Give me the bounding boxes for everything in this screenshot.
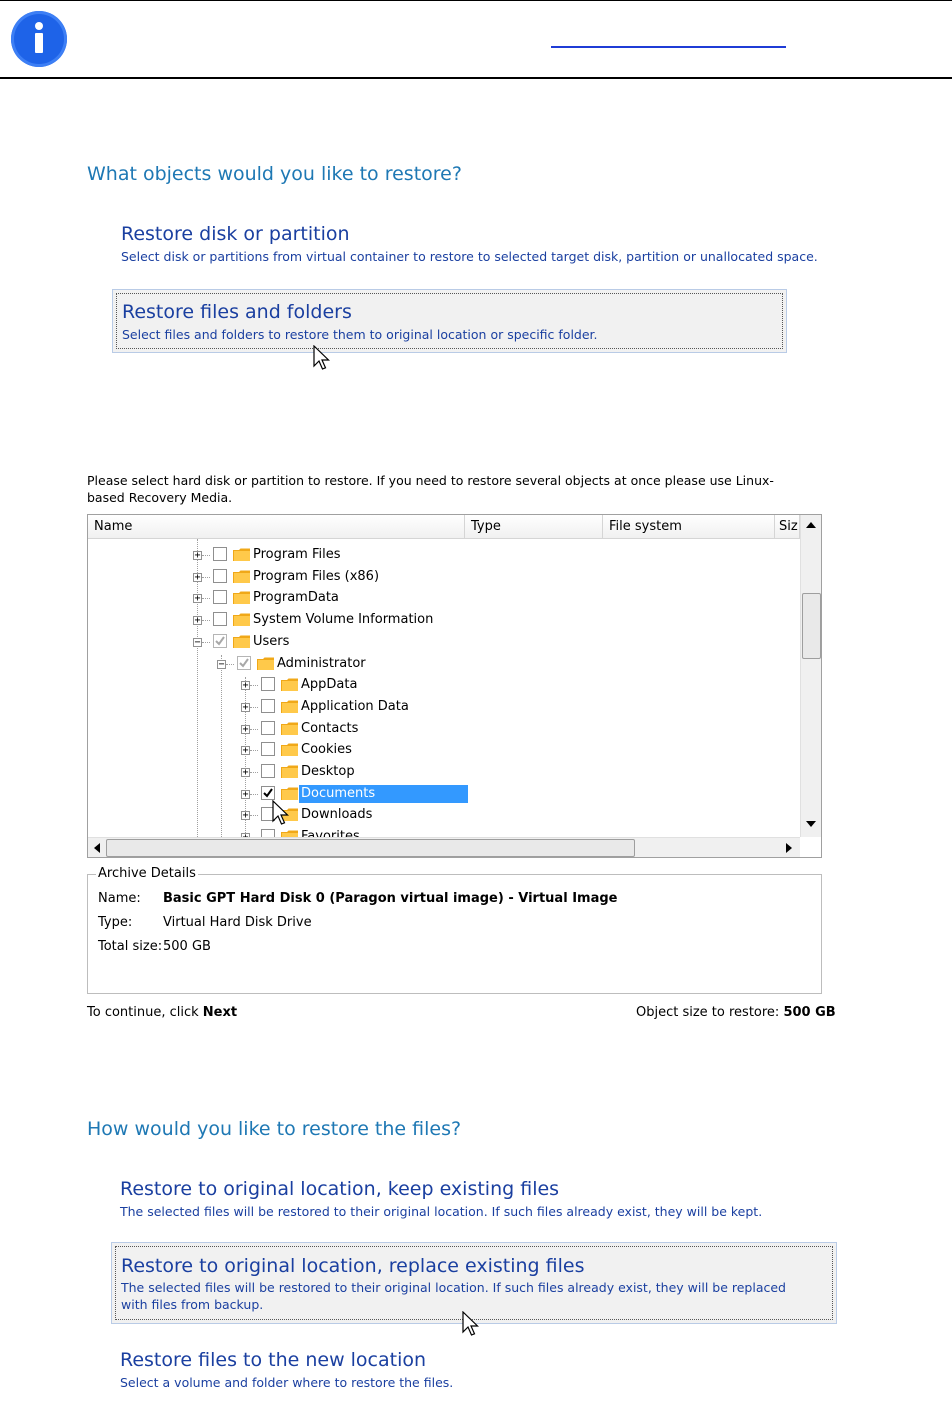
column-header-name[interactable]: Name (88, 515, 465, 539)
top-rule (0, 0, 952, 1)
option-title: Restore files to the new location (120, 1349, 427, 1371)
collapse-icon[interactable]: − (218, 658, 225, 670)
object-size-label: Object size to restore: (636, 1005, 784, 1020)
folder-icon (257, 657, 275, 671)
tree-line (202, 555, 210, 556)
expand-icon[interactable]: + (242, 701, 249, 713)
checkbox[interactable] (237, 656, 251, 670)
folder-icon (281, 743, 299, 757)
archive-size-value: 500 GB (163, 939, 211, 954)
scroll-up-arrow-icon[interactable] (806, 522, 816, 528)
info-icon (11, 11, 67, 67)
tree-line (202, 642, 210, 643)
archive-type-label: Type: (98, 915, 133, 930)
expand-icon[interactable]: + (194, 550, 201, 561)
archive-size-label: Total size: (98, 939, 163, 954)
vertical-scrollbar[interactable] (800, 515, 821, 837)
folder-icon (281, 678, 299, 692)
folder-icon (233, 548, 251, 562)
horizontal-scrollbar[interactable] (88, 837, 800, 858)
checkbox[interactable] (261, 677, 275, 691)
option-keep-existing[interactable] (120, 1178, 762, 1220)
folder-icon (281, 700, 299, 714)
option-desc: Select disk or partitions from virtual container to restore to selected target disk, partition or unallocated space. (121, 249, 818, 264)
option-restore-disk[interactable] (121, 223, 818, 265)
tree-line (250, 729, 258, 730)
folder-icon (281, 765, 299, 779)
option-restore-files[interactable] (112, 289, 787, 353)
expand-icon[interactable]: + (242, 788, 249, 800)
folder-icon (281, 722, 299, 736)
tree-row[interactable] (88, 545, 788, 565)
tree-row[interactable] (88, 805, 788, 825)
vertical-scroll-thumb[interactable] (802, 593, 821, 659)
checkbox[interactable] (261, 742, 275, 756)
option-title: Restore to original location, keep existing files (120, 1178, 560, 1200)
tree-row[interactable] (88, 567, 788, 587)
option-title: Restore disk or partition (121, 223, 350, 245)
archive-type-value: Virtual Hard Disk Drive (163, 915, 312, 930)
object-size-value: 500 GB (783, 1005, 836, 1020)
archive-details-group (87, 866, 822, 994)
option-desc: The selected files will be restored to their original location. If such files already exist, they will be kept. (120, 1204, 763, 1219)
expand-icon[interactable]: + (242, 810, 249, 822)
file-tree-panel[interactable] (87, 514, 822, 858)
option-desc: Select a volume and folder where to restore the files. (120, 1375, 454, 1390)
checkbox[interactable] (213, 612, 227, 626)
tree-row[interactable] (88, 610, 788, 630)
hyperlink-underline[interactable] (551, 46, 786, 48)
tree-line (202, 577, 210, 578)
tree-row[interactable] (88, 784, 788, 804)
scroll-down-arrow-icon[interactable] (806, 821, 816, 827)
tree-row[interactable] (88, 632, 788, 652)
tree-line (250, 815, 258, 816)
expand-icon[interactable]: + (194, 593, 201, 605)
tree-row[interactable] (88, 697, 788, 717)
tree-item-label[interactable]: Program Files (x86) (253, 568, 380, 584)
scroll-right-arrow-icon[interactable] (786, 843, 792, 853)
arrow-cursor-icon (272, 800, 292, 828)
continue-hint-text: To continue, click (87, 1005, 203, 1020)
tree-line (250, 707, 258, 708)
folder-icon (233, 570, 251, 584)
instruction-text: Please select hard disk or partition to restore. If you need to restore several objects at once please use Linux-based Recovery Media. (87, 473, 774, 505)
folder-icon (233, 591, 251, 605)
option-desc: The selected files will be restored to their original location. If such files already exist, they will be replaced with files from backup. (121, 1280, 786, 1312)
expand-icon[interactable]: + (242, 767, 249, 778)
tree-line (202, 598, 210, 599)
expand-icon[interactable]: + (194, 571, 201, 583)
objects-question-title: What objects would you like to restore? (87, 163, 462, 185)
checkbox[interactable] (261, 764, 275, 778)
tree-item-label[interactable]: System Volume Information (253, 612, 434, 628)
archive-name-value: Basic GPT Hard Disk 0 (Paragon virtual image) - Virtual Image (163, 891, 618, 906)
checkbox[interactable] (261, 786, 275, 800)
tree-item-label[interactable]: Users (253, 633, 290, 649)
tree-line (250, 750, 258, 751)
folder-icon (281, 787, 299, 801)
archive-details-legend: Archive Details (98, 866, 196, 881)
option-title: Restore files and folders (122, 301, 352, 323)
tree-item-label[interactable]: Application Data (301, 698, 409, 714)
tree-item-label[interactable]: Program Files (253, 547, 341, 562)
checkbox[interactable] (213, 547, 227, 561)
option-new-location[interactable] (120, 1349, 453, 1391)
archive-name-label: Name: (98, 891, 141, 906)
expand-icon[interactable]: + (242, 680, 249, 692)
collapse-icon[interactable]: − (194, 636, 201, 648)
continue-hint (87, 1005, 237, 1020)
tree-line (250, 794, 258, 795)
tree-row[interactable] (88, 762, 788, 782)
arrow-cursor-icon (313, 345, 333, 373)
divider (0, 77, 952, 79)
tree-line (226, 664, 234, 665)
next-keyword: Next (202, 1005, 238, 1020)
tree-line (202, 620, 210, 621)
horizontal-scroll-thumb[interactable] (106, 839, 635, 857)
tree-row[interactable] (88, 719, 788, 739)
tree-row[interactable] (88, 588, 788, 608)
tree-row[interactable] (88, 654, 788, 674)
tree-item-label[interactable]: Downloads (301, 807, 373, 823)
tree-item-label[interactable]: Desktop (301, 764, 355, 779)
tree-row[interactable] (88, 675, 788, 695)
tree-item-label[interactable]: Administrator (277, 655, 366, 671)
checkbox[interactable] (213, 590, 227, 604)
folder-icon (233, 635, 251, 649)
expand-icon[interactable]: + (194, 615, 201, 627)
checkbox[interactable] (261, 699, 275, 713)
arrow-cursor-icon (462, 1311, 482, 1339)
scroll-left-arrow-icon[interactable] (94, 843, 100, 853)
object-size-info (636, 1005, 836, 1020)
column-header-type[interactable]: Type (465, 515, 603, 539)
column-header-filesystem[interactable]: File system (603, 515, 775, 539)
column-header-size[interactable]: Siz (775, 515, 800, 539)
checkbox[interactable] (261, 721, 275, 735)
tree-item-label[interactable]: ProgramData (253, 590, 339, 606)
tree-item-label[interactable]: Contacts (301, 720, 359, 736)
checkbox[interactable] (213, 569, 227, 583)
folder-icon (233, 613, 251, 627)
tree-item-label[interactable]: Documents (299, 785, 468, 803)
restore-method-question-title: How would you like to restore the files? (87, 1118, 462, 1140)
tree-line (250, 685, 258, 686)
tree-item-label[interactable]: AppData (301, 677, 358, 693)
tree-item-label[interactable]: Cookies (301, 742, 352, 758)
option-desc: Select files and folders to restore them to original location or specific folder. (122, 327, 598, 342)
expand-icon[interactable]: + (242, 723, 249, 735)
expand-icon[interactable]: + (242, 745, 249, 757)
option-title: Restore to original location, replace existing files (121, 1255, 585, 1277)
tree-row[interactable] (88, 740, 788, 760)
tree-line (250, 772, 258, 773)
checkbox[interactable] (213, 634, 227, 648)
